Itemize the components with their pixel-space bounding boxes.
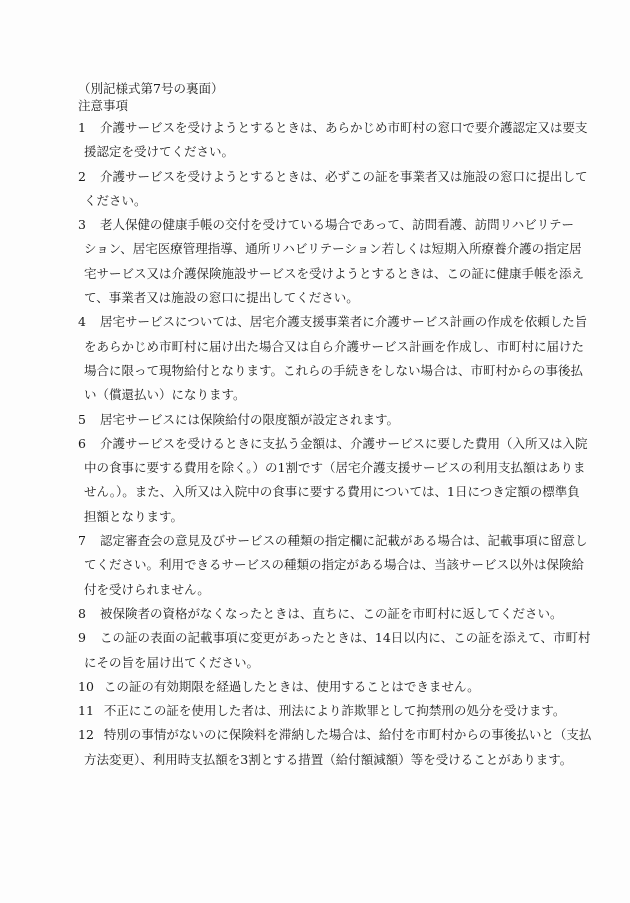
note-number: 12: [78, 727, 94, 743]
note-number: 10: [78, 678, 94, 694]
note-number: 6: [78, 435, 86, 451]
note-first-line: [78, 408, 548, 432]
note-first-line: [78, 165, 588, 189]
note-number: 3: [78, 217, 86, 233]
note-number: 2: [78, 168, 86, 184]
note-number: 8: [78, 605, 86, 621]
note-continuation-line: [78, 237, 582, 261]
note-text: 認定審査会の意見及びサービスの種類の指定欄に記載がある場合は、記載事項に留意し: [100, 533, 588, 549]
note-text: 宅サービス又は介護保険施設サービスを受けようとするときは、この証に健康手帳を添え: [84, 265, 585, 281]
note-text: 方法変更）、利用時支払額を3割とする措置（給付額減額）等を受けることがあります。: [84, 751, 573, 767]
note-text: ション、居宅医療管理指導、通所リハビリテーション若しくは短期入所療養介護の指定居: [84, 241, 582, 257]
note-text: にその旨を届け出てください。: [84, 654, 260, 670]
note-first-line: [78, 723, 592, 747]
note-text: 介護サービスを受けようとするときは、あらかじめ市町村の窓口で要介護認定又は要支: [100, 120, 588, 135]
note-item: [78, 310, 588, 407]
note-number: 11: [78, 703, 94, 719]
note-item: [78, 165, 588, 214]
note-item: [78, 626, 591, 675]
note-number: 5: [78, 411, 86, 427]
note-text: ください。: [84, 192, 147, 208]
note-text: 不正にこの証を使用した者は、刑法により詐欺罪として拘禁刑の処分を受けます。: [103, 703, 566, 719]
note-text: てください。利用できるサービスの種類の指定がある場合は、当該サービス以外は保険給: [84, 557, 585, 573]
note-text: 付を受けられません。: [84, 581, 210, 597]
note-text: 介護サービスを受けるときに支払う金額は、介護サービスに要した費用（入所又は入院: [100, 435, 588, 451]
note-item: [78, 408, 548, 432]
note-item: [78, 723, 592, 772]
note-item: [78, 213, 585, 310]
note-first-line: [78, 116, 588, 140]
note-first-line: [78, 626, 591, 650]
note-item: [78, 602, 563, 626]
note-continuation-line: [78, 553, 585, 577]
note-text: 介護サービスを受けようとするときは、必ずこの証を事業者又は施設の窓口に提出して: [100, 168, 588, 184]
note-continuation-line: [78, 262, 585, 286]
note-first-line: [78, 432, 588, 456]
note-text: 中の食事に要する費用を除く。）の1割です（居宅介護支援サービスの利用支払額はありま: [84, 460, 586, 476]
form-label: （別記様式第7号の裏面）: [78, 81, 224, 96]
note-text: この証の有効期限を経過したときは、使用することはできません。: [103, 678, 480, 694]
note-continuation-line: [78, 651, 548, 675]
note-continuation-line: [78, 335, 585, 359]
note-text: 担額となります。: [84, 508, 184, 524]
note-first-line: [78, 310, 588, 334]
notes-list: [78, 116, 592, 772]
note-number: 7: [78, 533, 86, 549]
note-continuation-line: [78, 505, 548, 529]
note-item: [78, 675, 548, 699]
note-continuation-line: [78, 748, 573, 772]
note-text: 特別の事情がないのに保険料を滞納した場合は、給付を市町村からの事後払いと（支払: [103, 727, 592, 743]
note-text: 居宅サービスには保険給付の限度額が設定されます。: [100, 411, 400, 427]
note-text: 援認定を受けてください。: [84, 144, 235, 160]
note-first-line: [78, 602, 563, 626]
note-first-line: [78, 213, 575, 237]
section-title: 注意事項: [78, 98, 129, 113]
note-text: この証の表面の記載事項に変更があったときは、14日以内に、この証を添えて、市町村: [100, 630, 591, 646]
note-text: せん。）。また、入所又は入院中の食事に要する費用については、1日につき定額の標準負: [84, 484, 580, 500]
note-text: 場合に限って現物給付となります。これらの手続きをしない場合は、市町村からの事後払: [84, 362, 584, 378]
note-number: 4: [78, 314, 86, 330]
note-text: 居宅サービスについては、居宅介護支援事業者に介護サービス計画の作成を依頼した旨: [100, 314, 588, 330]
note-continuation-line: [78, 578, 548, 602]
note-continuation-line: [78, 456, 586, 480]
note-number: 9: [78, 630, 86, 646]
note-first-line: [78, 699, 566, 723]
note-continuation-line: [78, 286, 548, 310]
note-item: [78, 116, 588, 165]
note-text: 老人保健の健康手帳の交付を受けている場合であって、訪問看護、訪問リハビリテー: [100, 217, 575, 233]
note-text: い（償還払い）になります。: [84, 387, 246, 403]
note-item: [78, 699, 566, 723]
note-number: 1: [78, 120, 86, 135]
note-continuation-line: [78, 359, 584, 383]
note-item: [78, 432, 588, 529]
note-continuation-line: [78, 383, 548, 407]
note-continuation-line: [78, 140, 548, 164]
note-continuation-line: [78, 480, 580, 504]
note-first-line: [78, 529, 588, 553]
note-item: [78, 529, 588, 602]
note-text: て、事業者又は施設の窓口に提出してください。: [84, 290, 359, 306]
note-continuation-line: [78, 189, 548, 213]
note-text: 被保険者の資格がなくなったときは、直ちに、この証を市町村に返してください。: [100, 605, 563, 621]
note-first-line: [78, 675, 548, 699]
note-text: をあらかじめ市町村に届け出た場合又は自ら介護サービス計画を作成し、市町村に届けた: [84, 338, 585, 354]
document-page: [78, 80, 592, 772]
